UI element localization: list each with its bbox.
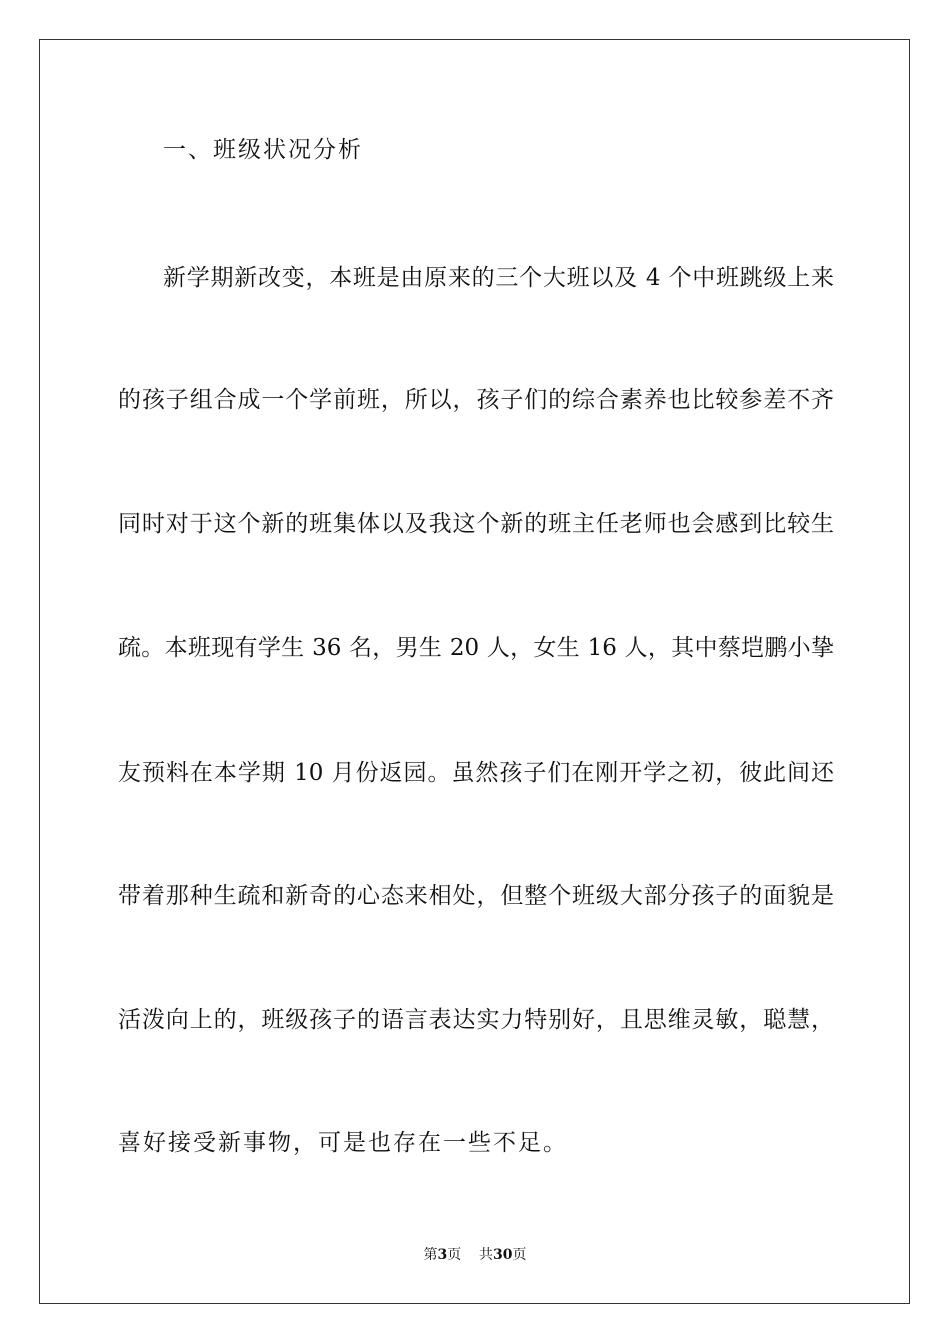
paragraph-line: 新学期新改变，本班是由原来的三个大班以及 4 个中班跳级上来 xyxy=(163,265,834,291)
page-number: 3 xyxy=(437,1247,448,1263)
page-footer xyxy=(0,1245,950,1265)
total-prefix: 共 xyxy=(479,1247,494,1263)
paragraph-line: 带着那种生疏和新奇的心态来相处，但整个班级大部分孩子的面貌是 xyxy=(118,883,834,909)
page-prefix: 第 xyxy=(423,1247,438,1263)
total-pages: 30 xyxy=(493,1247,513,1263)
paragraph-line: 活泼向上的，班级孩子的语言表达实力特别好，且思维灵敏，聪慧， xyxy=(118,1007,834,1033)
total-suffix: 页 xyxy=(512,1247,527,1263)
paragraph-line: 友预料在本学期 10 月份返园。虽然孩子们在刚开学之初，彼此间还 xyxy=(118,760,834,786)
paragraph-line: 疏。本班现有学生 36 名，男生 20 人，女生 16 人，其中蔡垲鹏小挚 xyxy=(118,635,834,661)
page-suffix: 页 xyxy=(447,1247,462,1263)
paragraph-line: 同时对于这个新的班集体以及我这个新的班主任老师也会感到比较生 xyxy=(118,511,834,537)
paragraph-line: 喜好接受新事物，可是也存在一些不足。 xyxy=(118,1130,568,1156)
section-heading: 一、班级状况分析 xyxy=(163,137,363,163)
page-border xyxy=(39,39,910,1304)
paragraph-line: 的孩子组合成一个学前班，所以，孩子们的综合素养也比较参差不齐 xyxy=(118,387,834,413)
